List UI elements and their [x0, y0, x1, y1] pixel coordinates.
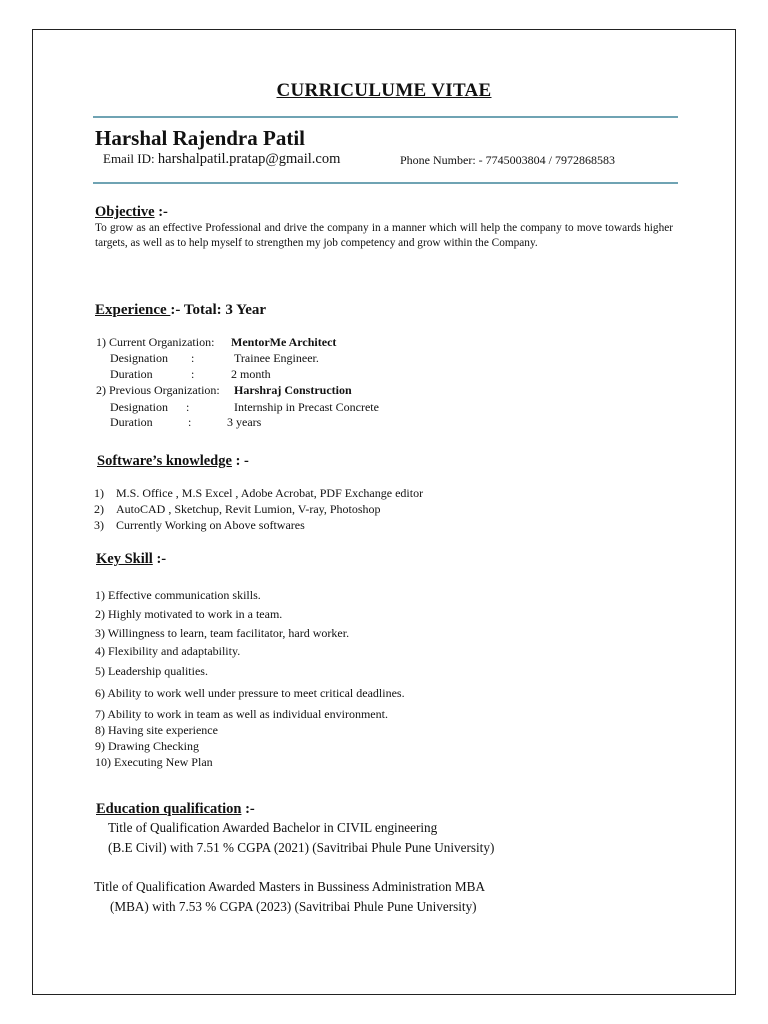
email-line [103, 151, 340, 168]
education-line: Title of Qualification Awarded Bachelor in CIVIL engineering [108, 820, 438, 835]
skill-item: 10) Executing New Plan [95, 755, 213, 769]
current-org-name: MentorMe Architect [231, 335, 337, 349]
skill-item: 4) Flexibility and adaptability. [95, 644, 241, 658]
colon: : [191, 351, 195, 365]
skill-item: 2) Highly motivated to work in a team. [95, 607, 283, 621]
skill-item: 5) Leadership qualities. [95, 664, 208, 678]
divider-top [93, 116, 678, 118]
email-value: harshalpatil.pratap@gmail.com [157, 151, 341, 167]
education-line: (B.E Civil) with 7.51 % CGPA (2021) (Savitribai Phule Pune University) [108, 840, 495, 855]
cur-designation-label: Designation [110, 351, 168, 365]
colon: : [188, 415, 192, 429]
email-label: Email ID: [103, 151, 158, 166]
current-org-label: 1) Current Organization: [96, 335, 215, 349]
colon: : [186, 400, 190, 414]
skill-item: 3) Willingness to learn, team facilitator, hard worker. [95, 626, 350, 640]
education-line: Title of Qualification Awarded Masters in Bussiness Administration MBA [94, 879, 485, 894]
software-item: M.S. Office , M.S Excel , Adobe Acrobat, PDF Exchange editor [116, 486, 424, 500]
software-num: 3) [94, 518, 104, 532]
software-num: 2) [94, 502, 104, 516]
skills-heading: Key Skill :- [96, 551, 167, 567]
software-num: 1) [94, 486, 104, 500]
cur-duration-value: 2 month [231, 367, 271, 381]
education-line: (MBA) with 7.53 % CGPA (2023) (Savitribai Phule Pune University) [110, 899, 477, 914]
skill-item: 8) Having site experience [95, 723, 218, 737]
prev-duration-label: Duration [110, 415, 153, 429]
phone-line: Phone Number: - 7745003804 / 7972868583 [400, 153, 615, 167]
software-item: Currently Working on Above softwares [116, 518, 305, 532]
previous-org-name: Harshraj Construction [234, 383, 352, 397]
colon: : [191, 367, 195, 381]
objective-text: To grow as an effective Professional and drive the company in a manner which will help the company to move towards higher targets, as well as to help myself to strengthen my job competency and grow within the Company. [95, 222, 673, 249]
cur-designation-value: Trainee Engineer. [234, 351, 319, 365]
prev-duration-value: 3 years [227, 415, 262, 429]
cur-duration-label: Duration [110, 367, 153, 381]
candidate-name: Harshal Rajendra Patil [95, 126, 305, 150]
experience-heading: Experience :- Total: 3 Year [95, 302, 267, 318]
software-heading: Software’s knowledge : - [97, 453, 249, 469]
prev-designation-value: Internship in Precast Concrete [234, 400, 379, 414]
skill-item: 6) Ability to work well under pressure to meet critical deadlines. [95, 686, 405, 700]
skill-item: 1) Effective communication skills. [95, 588, 261, 602]
document-title: CURRICULUME VITAE [276, 80, 492, 101]
objective-heading: Objective :- [95, 204, 168, 220]
skill-item: 9) Drawing Checking [95, 739, 199, 753]
skill-item: 7) Ability to work in team as well as individual environment. [95, 707, 388, 721]
software-item: AutoCAD , Sketchup, Revit Lumion, V-ray, Photoshop [116, 502, 381, 516]
education-heading: Education qualification :- [96, 801, 255, 817]
divider-bottom [93, 182, 678, 184]
prev-designation-label: Designation [110, 400, 168, 414]
previous-org-label: 2) Previous Organization: [96, 383, 220, 397]
